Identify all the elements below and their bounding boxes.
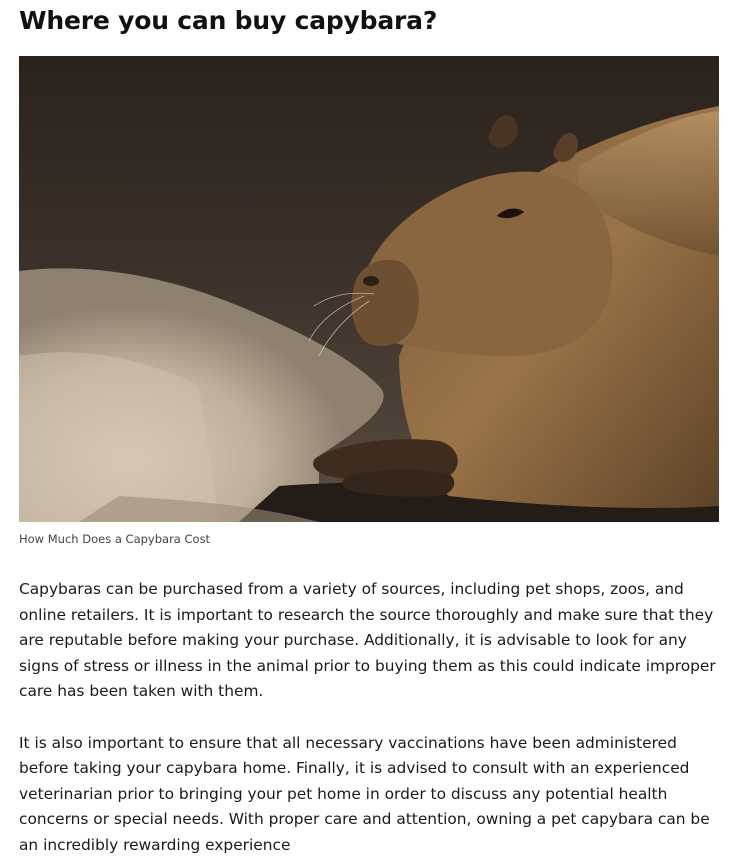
capybara-photo bbox=[19, 56, 719, 522]
paragraph-2: It is also important to ensure that all necessary vaccinations have been administered before taking your capybara home. Finally, it is advised to consult with an experienced veterinarian prior to bringing your pet home in order to discuss any potential health concerns or special needs. With proper care and attention, owning a pet capybara can be an incredibly rewarding experience bbox=[19, 731, 719, 858]
section-heading: Where you can buy capybara? bbox=[19, 0, 719, 38]
paragraph-1: Capybaras can be purchased from a variety of sources, including pet shops, zoos, and online retailers. It is important to research the source thoroughly and make sure that they are reputable before making your purchase. Additionally, it is advisable to look for any signs of stress or illness in the animal prior to buying them as this could indicate improper care has been taken with them. bbox=[19, 577, 719, 705]
figure-caption: How Much Does a Capybara Cost bbox=[19, 531, 719, 547]
article-figure bbox=[19, 56, 719, 547]
article bbox=[19, 0, 719, 858]
